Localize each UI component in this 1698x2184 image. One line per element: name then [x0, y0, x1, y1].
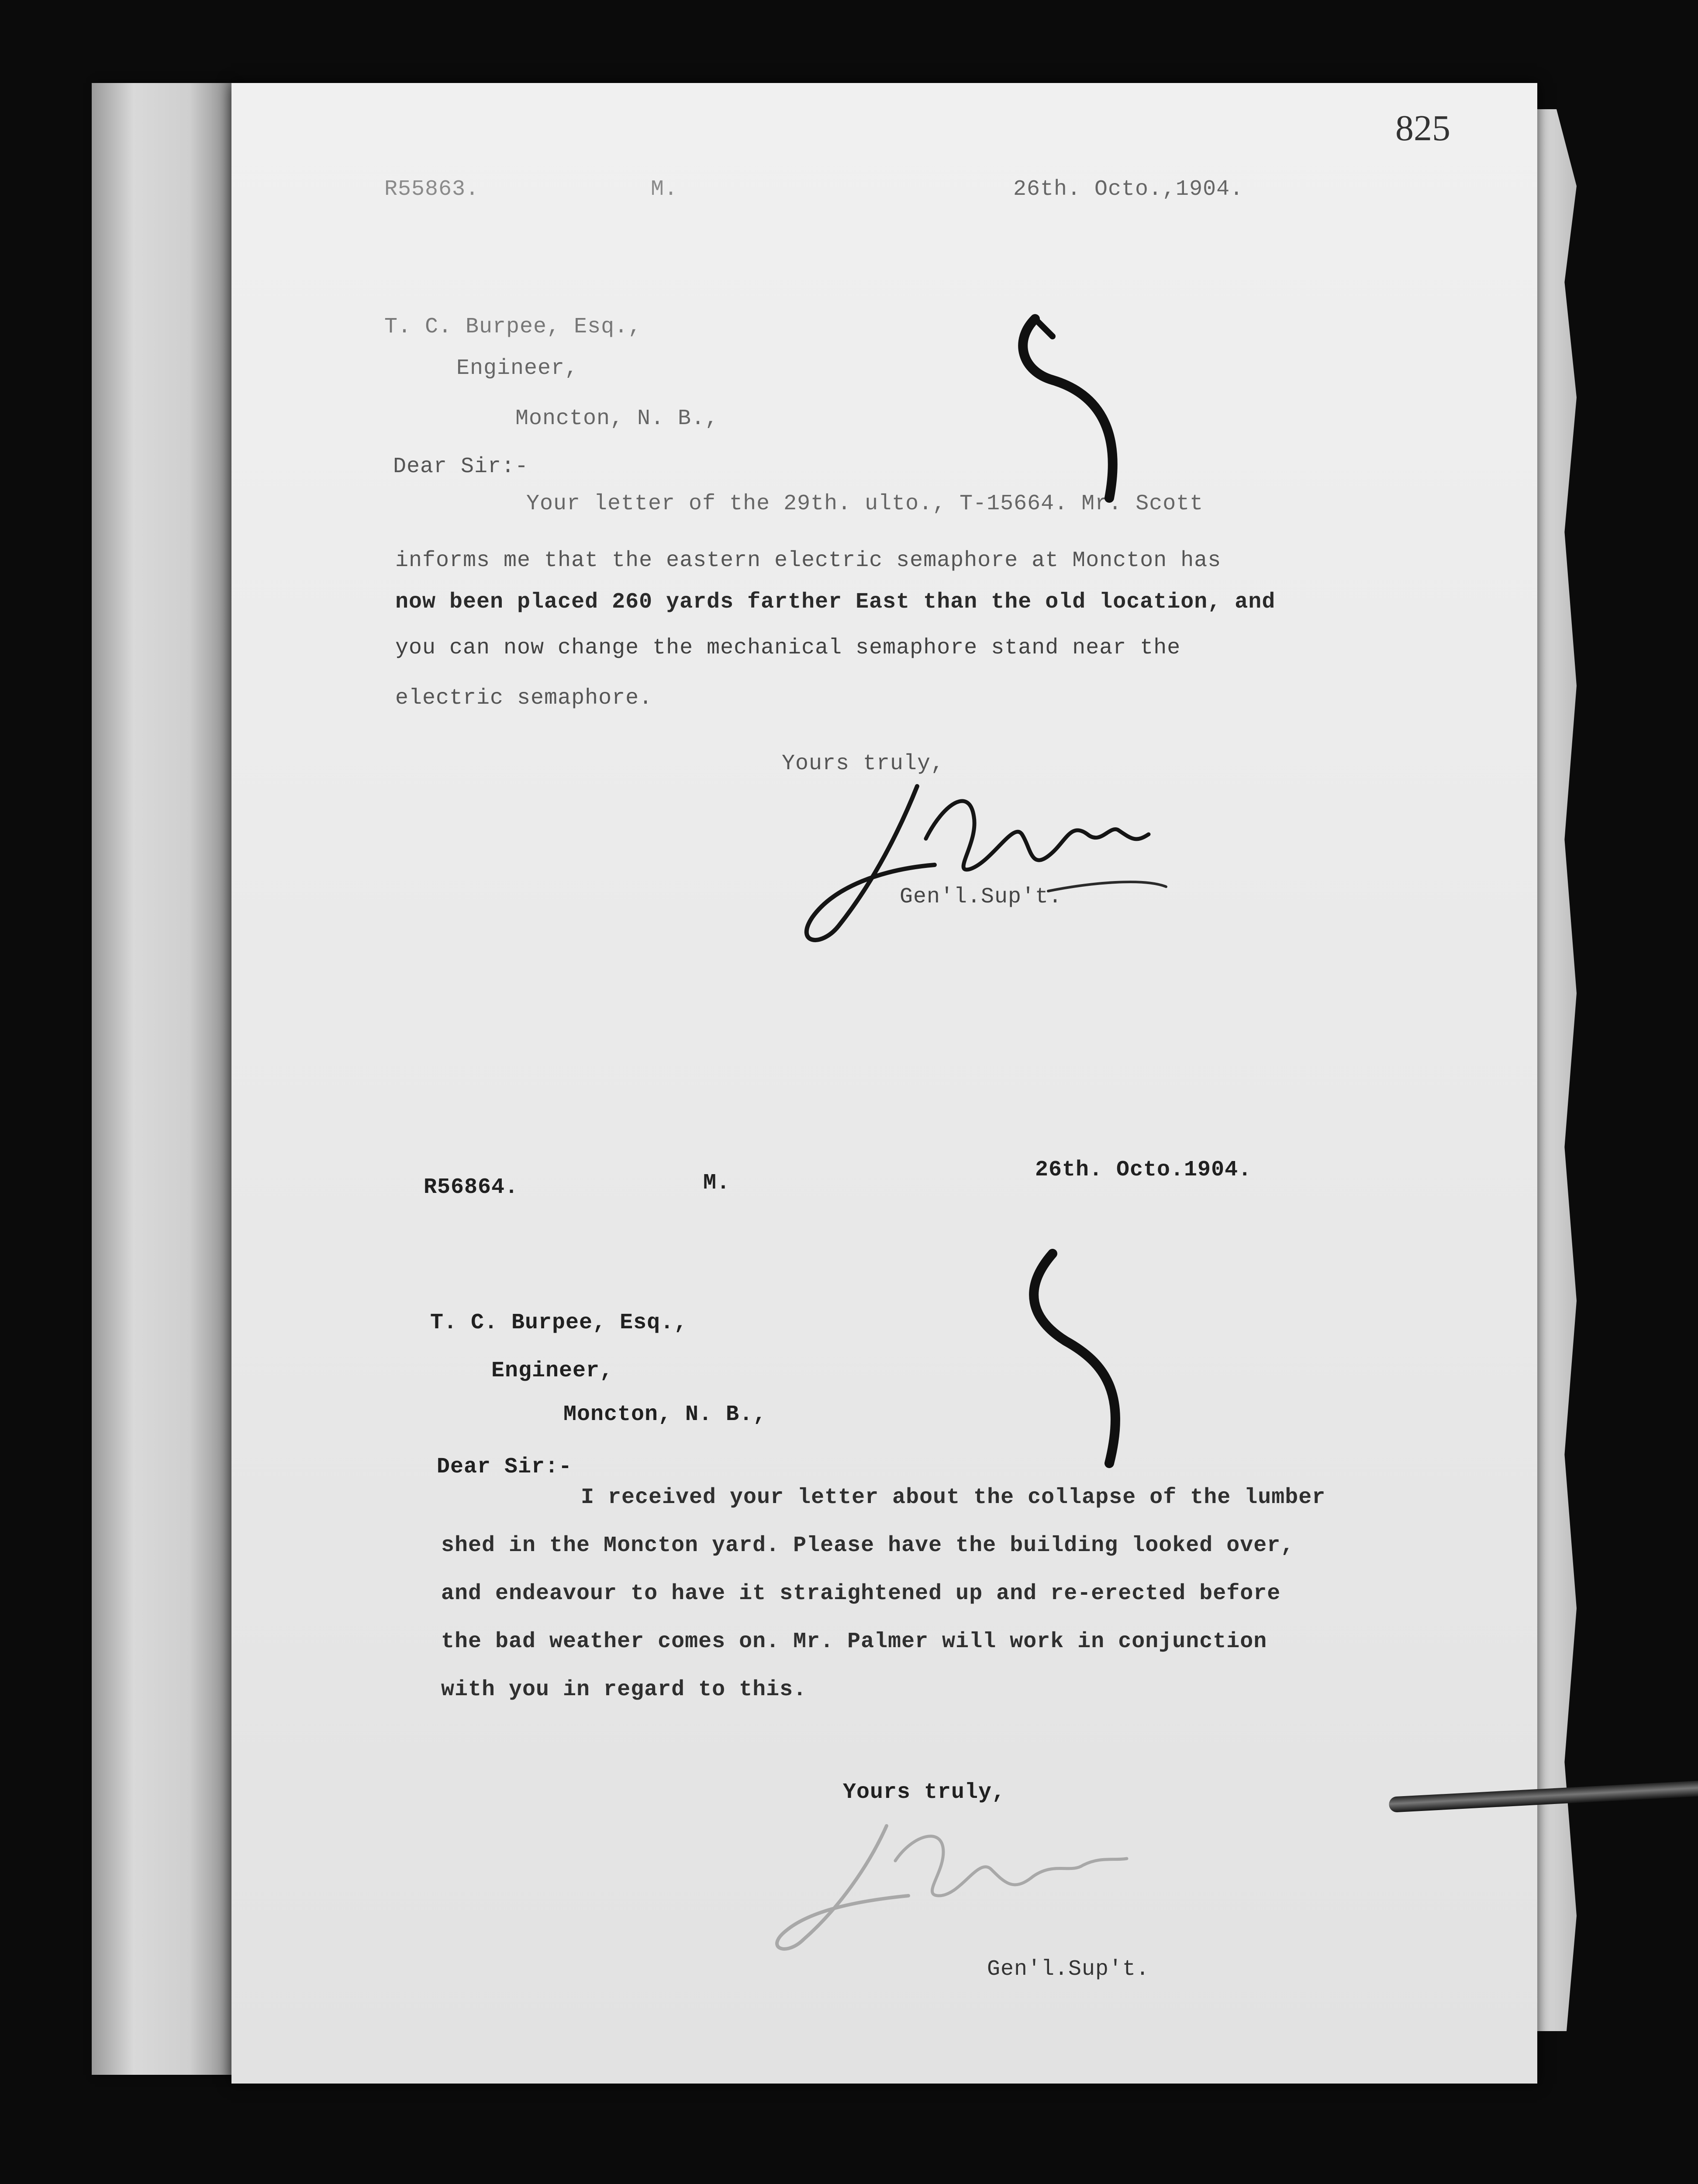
- letter-2-title: Gen'l.Sup't.: [987, 1957, 1150, 1982]
- letter-1-reference: R55863.: [384, 177, 480, 202]
- letter-1-body-line: Your letter of the 29th. ulto., T-15664. Mr. Scott: [526, 491, 1204, 516]
- letter-1-recipient-location: Moncton, N. B.,: [515, 406, 719, 431]
- letter-1-salutation: Dear Sir:-: [393, 454, 529, 479]
- letter-2-signature: [751, 1808, 1214, 1974]
- letter-2-body-line: shed in the Moncton yard. Please have the building looked over,: [441, 1533, 1294, 1558]
- letter-1-body-line: informs me that the eastern electric semaphore at Moncton has: [395, 548, 1222, 573]
- letter-1-signature: [786, 769, 1267, 952]
- letter-1-title: Gen'l.Sup't.: [900, 885, 1063, 909]
- left-margin-sheet: [92, 83, 231, 2075]
- letter-2-date: 26th. Octo.1904.: [1035, 1158, 1252, 1182]
- letter-1-initial: M.: [651, 177, 678, 202]
- letter-1-closing: Yours truly,: [782, 751, 945, 776]
- letter-1-date: 26th. Octo.,1904.: [1013, 177, 1244, 202]
- letter-2-initial: M.: [703, 1171, 731, 1196]
- letter-2-body-line: with you in regard to this.: [441, 1677, 807, 1702]
- letter-2-body-line: I received your letter about the collapse of the lumber: [581, 1485, 1326, 1510]
- letter-2-body-line: and endeavour to have it straightened up and re-erected before: [441, 1581, 1281, 1606]
- letter-1-body-line: electric semaphore.: [395, 686, 653, 711]
- letter-1-body-line: you can now change the mechanical semaphore stand near the: [395, 636, 1181, 660]
- letter-2-recipient: T. C. Burpee, Esq.,: [430, 1310, 688, 1335]
- letter-1-routing-mark: [996, 306, 1153, 515]
- letter-2-reference: R56864.: [424, 1175, 519, 1200]
- letter-2-closing: Yours truly,: [843, 1780, 1006, 1805]
- letter-1-body-line: now been placed 260 yards farther East than the old location, and: [395, 590, 1276, 615]
- folio-number: 825: [1395, 108, 1450, 149]
- letter-2-recipient-location: Moncton, N. B.,: [563, 1402, 767, 1427]
- letter-2-salutation: Dear Sir:-: [437, 1455, 573, 1479]
- letter-2-routing-mark: [1004, 1245, 1153, 1472]
- letter-2-body-line: the bad weather comes on. Mr. Palmer will work in conjunction: [441, 1629, 1267, 1654]
- letter-2-recipient-title: Engineer,: [491, 1358, 614, 1383]
- letter-1-recipient: T. C. Burpee, Esq.,: [384, 314, 642, 339]
- letter-1-recipient-title: Engineer,: [456, 356, 579, 381]
